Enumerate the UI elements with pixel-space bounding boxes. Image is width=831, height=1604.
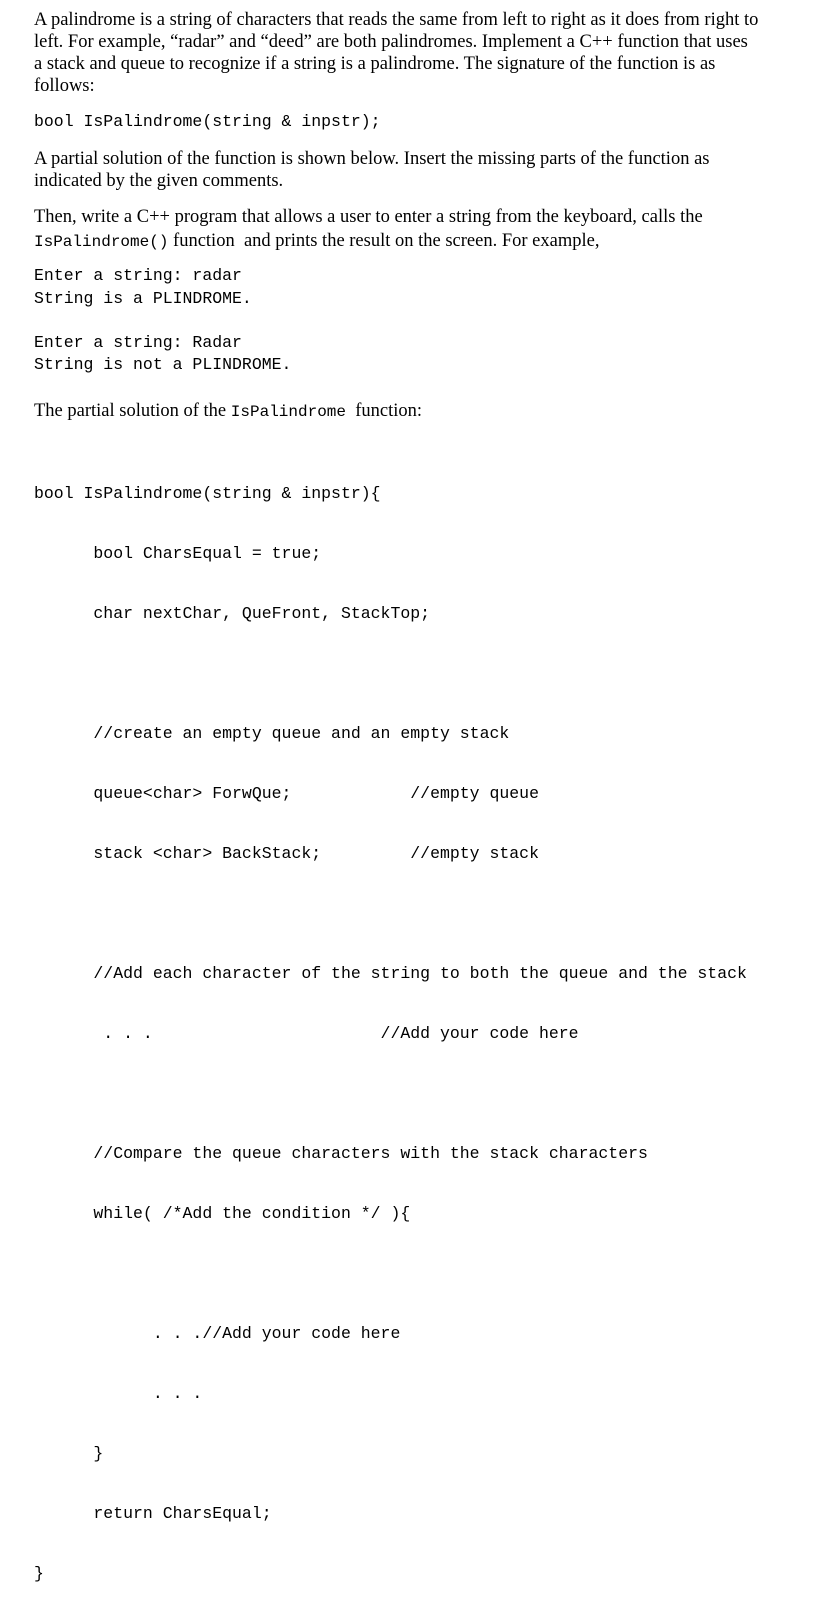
example2-line-2: String is not a PLINDROME.	[34, 355, 292, 374]
code-line: //create an empty queue and an empty stack	[34, 724, 510, 743]
code-line: stack <char> BackStack; //empty stack	[34, 844, 539, 863]
program-intro-line-2	[34, 230, 599, 253]
function-signature: bool IsPalindrome(string & inpstr);	[34, 112, 381, 131]
intro-line-2: left. For example, “radar” and “deed” are both palindromes. Implement a C++ function that uses	[34, 32, 748, 52]
code-line: . . . //Add your code here	[34, 1024, 579, 1043]
partial-intro-line-1: A partial solution of the function is shown below. Insert the missing parts of the function as	[34, 149, 710, 169]
partial-heading-suffix: function:	[346, 401, 423, 421]
example2-line-1: Enter a string: Radar	[34, 333, 242, 352]
code-line	[34, 1264, 747, 1284]
code-line: queue<char> ForwQue; //empty queue	[34, 784, 539, 803]
code-line: . . .//Add your code here	[34, 1324, 401, 1343]
code-line	[34, 1084, 747, 1104]
code-line: return CharsEqual;	[34, 1504, 272, 1523]
intro-line-1: A palindrome is a string of characters that reads the same from left to right as it does from right to	[34, 10, 759, 30]
code-line	[34, 664, 747, 684]
program-intro-line-1: Then, write a C++ program that allows a user to enter a string from the keyboard, calls the	[34, 207, 703, 227]
code-line: . . .	[34, 1384, 203, 1403]
inline-code-ispalindrome: IsPalindrome()	[34, 233, 169, 251]
program-intro-line-2-text: function and prints the result on the screen. For example,	[168, 231, 600, 251]
code-line: }	[34, 1444, 104, 1463]
partial-heading-code: IsPalindrome	[230, 403, 346, 421]
code-line	[34, 904, 747, 924]
code-block	[34, 444, 747, 1604]
example1-line-1: Enter a string: radar	[34, 266, 242, 285]
code-line: while( /*Add the condition */ ){	[34, 1204, 411, 1223]
partial-intro-line-2: indicated by the given comments.	[34, 171, 284, 191]
intro-line-3: a stack and queue to recognize if a string is a palindrome. The signature of the function is as	[34, 54, 716, 74]
partial-heading-text: The partial solution of the	[34, 401, 231, 421]
code-line: //Add each character of the string to both the queue and the stack	[34, 964, 747, 983]
code-line: bool IsPalindrome(string & inpstr){	[34, 484, 381, 503]
intro-line-4: follows:	[34, 76, 95, 96]
code-line: //Compare the queue characters with the stack characters	[34, 1144, 648, 1163]
example1-line-2: String is a PLINDROME.	[34, 289, 252, 308]
code-line: }	[34, 1564, 44, 1583]
code-line: bool CharsEqual = true;	[34, 544, 322, 563]
partial-heading	[34, 400, 422, 423]
code-line: char nextChar, QueFront, StackTop;	[34, 604, 431, 623]
